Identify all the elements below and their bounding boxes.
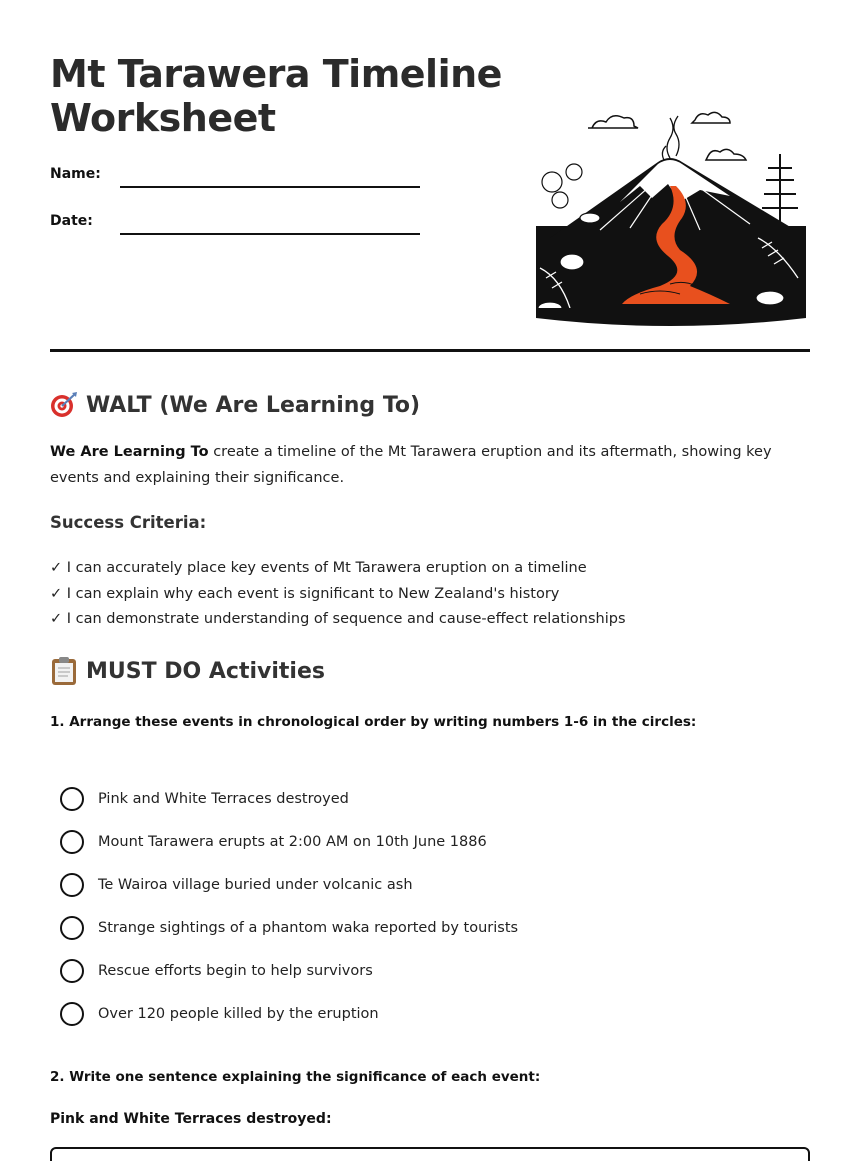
list-item (60, 906, 518, 949)
name-field[interactable] (120, 186, 420, 188)
list-item (60, 777, 518, 820)
event-label: Rescue efforts begin to help survivors (98, 962, 373, 979)
must-do-heading (50, 656, 325, 686)
order-circle[interactable] (60, 787, 84, 811)
order-circle[interactable] (60, 830, 84, 854)
success-criteria-list (50, 556, 626, 633)
question-2: 2. Write one sentence explaining the significance of each event: (50, 1069, 541, 1085)
answer-box[interactable] (50, 1147, 810, 1161)
cloud-icon (588, 112, 746, 160)
list-item (60, 820, 518, 863)
event-label: Mount Tarawera erupts at 2:00 AM on 10th June 1886 (98, 833, 487, 850)
event-label: Pink and White Terraces destroyed (98, 790, 349, 807)
event-label: Te Wairoa village buried under volcanic ash (98, 876, 413, 893)
question-2-first-event: Pink and White Terraces destroyed: (50, 1111, 332, 1127)
order-circle[interactable] (60, 1002, 84, 1026)
criteria-item: ✓ I can demonstrate understanding of sequence and cause-effect relationships (50, 611, 626, 627)
criteria-item: ✓ I can explain why each event is significant to New Zealand's history (50, 585, 560, 602)
target-icon (50, 391, 78, 419)
walt-text: create a timeline of the Mt Tarawera eruption and its aftermath, showing key events and explaining their significance. (50, 444, 772, 486)
date-label: Date: (50, 213, 93, 229)
name-field-row (50, 166, 420, 182)
name-label: Name: (50, 166, 101, 182)
list-item (60, 992, 518, 1035)
list-item (60, 863, 518, 906)
criteria-item: ✓ I can accurately place key events of Mt Tarawera eruption on a timeline (50, 560, 587, 576)
walt-heading (50, 391, 420, 419)
must-do-heading-text: MUST DO Activities (86, 658, 325, 684)
question-1: 1. Arrange these events in chronological order by writing numbers 1-6 in the circles: (50, 714, 697, 730)
page-title: Mt Tarawera Timeline Worksheet (50, 52, 502, 140)
walt-description (50, 439, 810, 491)
volcano-illustration (530, 98, 812, 334)
event-label: Strange sightings of a phantom waka reported by tourists (98, 919, 519, 936)
order-circle[interactable] (60, 916, 84, 940)
date-field[interactable] (120, 233, 420, 235)
success-criteria-heading: Success Criteria: (50, 513, 207, 532)
walt-lead: We Are Learning To (50, 444, 209, 460)
order-circle[interactable] (60, 959, 84, 983)
list-item (60, 949, 518, 992)
order-circle[interactable] (60, 873, 84, 897)
header-divider (50, 349, 810, 352)
clipboard-icon (50, 656, 78, 686)
date-field-row (50, 213, 420, 229)
walt-heading-text: WALT (We Are Learning To) (86, 392, 421, 418)
event-label: Over 120 people killed by the eruption (98, 1005, 379, 1022)
events-list (60, 777, 518, 1035)
